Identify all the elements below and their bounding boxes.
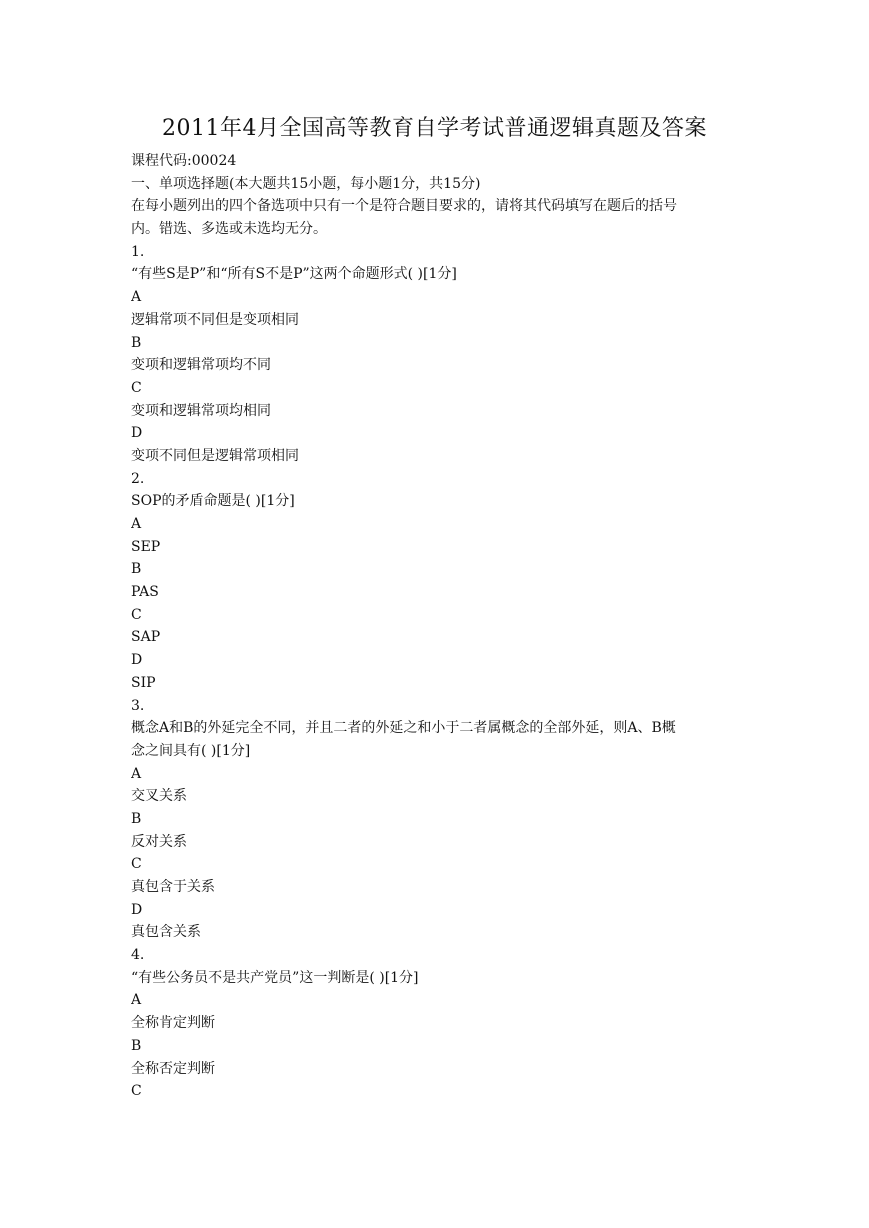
instructions-line-2: 内。错选、多选或未选均无分。	[131, 221, 327, 238]
option-text: 全称肯定判断	[131, 1015, 215, 1032]
option-text: SIP	[131, 674, 156, 691]
option-text: 逻辑常项不同但是变项相同	[131, 311, 299, 328]
option-letter: A	[131, 289, 142, 306]
option-letter: A	[131, 765, 142, 782]
option-letter: C	[131, 856, 142, 873]
question-text: “有些S是P”和“所有S不是P”这两个命题形式( )[1分]	[131, 266, 457, 283]
option-letter: A	[131, 992, 142, 1009]
option-text: 交叉关系	[131, 788, 187, 805]
option-text: 变项不同但是逻辑常项相同	[131, 447, 299, 464]
instructions-line-1: 在每小题列出的四个备选项中只有一个是符合题目要求的，请将其代码填写在题后的括号	[131, 198, 677, 215]
question-text: SOP的矛盾命题是( )[1分]	[131, 493, 295, 510]
option-text: 真包含关系	[131, 924, 201, 941]
option-letter: B	[131, 561, 142, 578]
option-letter: A	[131, 516, 142, 532]
option-letter: C	[131, 1083, 142, 1100]
section-heading: 一、单项选择题(本大题共15小题，每小题1分，共15分)	[131, 175, 481, 192]
option-letter: D	[131, 425, 143, 442]
option-text: 变项和逻辑常项均相同	[131, 402, 271, 419]
option-text: SAP	[131, 629, 161, 646]
question-number: 4.	[131, 947, 145, 964]
option-text: SEP	[131, 538, 161, 555]
option-letter: B	[131, 810, 142, 827]
option-letter: D	[131, 652, 143, 669]
option-letter: C	[131, 379, 142, 396]
question-number: 3.	[131, 697, 145, 714]
question-text: 概念A和B的外延完全不同，并且二者的外延之和小于二者属概念的全部外延，则A、B概	[131, 720, 676, 737]
document-body	[131, 150, 743, 1103]
question-text: “有些公务员不是共产党员”这一判断是( )[1分]	[131, 969, 419, 986]
option-text: 真包含于关系	[131, 879, 215, 895]
question-text: 念之间具有( )[1分]	[131, 742, 251, 759]
option-letter: B	[131, 1037, 142, 1054]
option-text: 变项和逻辑常项均不同	[131, 357, 271, 374]
question-number: 2.	[131, 470, 145, 487]
option-text: 全称否定判断	[131, 1060, 215, 1077]
document-title: 2011年4月全国高等教育自学考试普通逻辑真题及答案	[162, 116, 707, 141]
option-letter: C	[131, 606, 142, 623]
course-code: 课程代码:00024	[131, 153, 237, 169]
option-letter: D	[131, 901, 143, 918]
option-letter: B	[131, 334, 142, 351]
option-text: 反对关系	[131, 833, 187, 850]
question-number: 1.	[131, 243, 145, 260]
option-text: PAS	[131, 584, 159, 601]
